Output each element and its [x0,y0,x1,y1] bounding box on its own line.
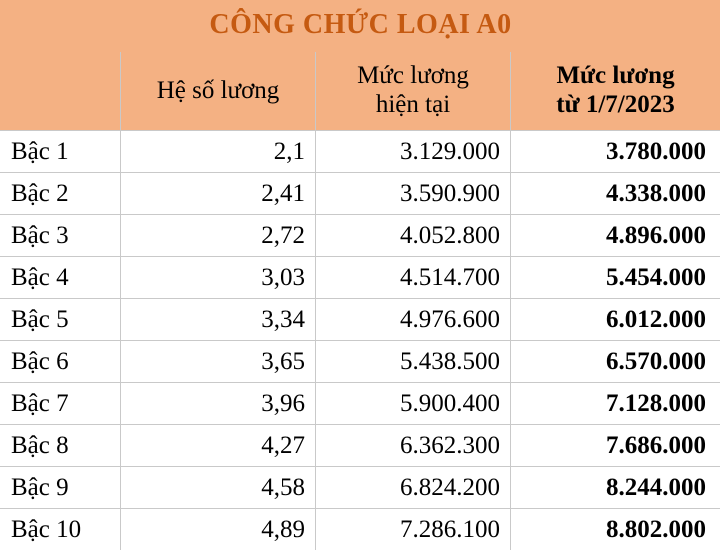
cell-hien-tai: 4.976.600 [316,299,511,341]
table-row [1,173,720,215]
column-header-line-2: từ 1/7/2023 [556,91,675,118]
title-row [1,1,720,52]
cell-he-so: 2,1 [121,131,316,173]
column-header-row [1,52,720,131]
cell-bac: Bậc 9 [1,467,121,509]
cell-he-so: 2,41 [121,173,316,215]
cell-hien-tai: 3.590.900 [316,173,511,215]
cell-tu-2023: 6.570.000 [511,341,720,383]
cell-hien-tai: 6.824.200 [316,467,511,509]
cell-tu-2023: 3.780.000 [511,131,720,173]
cell-bac: Bậc 6 [1,341,121,383]
cell-he-so: 3,34 [121,299,316,341]
table-row [1,257,720,299]
cell-tu-2023: 4.896.000 [511,215,720,257]
cell-bac: Bậc 8 [1,425,121,467]
cell-tu-2023: 8.244.000 [511,467,720,509]
cell-he-so: 3,96 [121,383,316,425]
column-header-he-so-luong: Hệ số lương [121,52,316,131]
table-row [1,425,720,467]
cell-hien-tai: 6.362.300 [316,425,511,467]
cell-bac: Bậc 4 [1,257,121,299]
cell-hien-tai: 3.129.000 [316,131,511,173]
table-row [1,215,720,257]
table-header [1,1,720,131]
column-header-line-1: Mức lương [357,62,469,90]
cell-he-so: 3,03 [121,257,316,299]
cell-bac: Bậc 1 [1,131,121,173]
cell-tu-2023: 8.802.000 [511,509,720,551]
column-header-rank [1,52,121,131]
table-body [1,131,720,551]
cell-tu-2023: 7.128.000 [511,383,720,425]
column-header-line-1: Mức lương [556,62,675,90]
cell-he-so: 4,89 [121,509,316,551]
cell-bac: Bậc 7 [1,383,121,425]
cell-bac: Bậc 3 [1,215,121,257]
column-header-muc-luong-hien-tai [316,52,511,131]
cell-hien-tai: 5.438.500 [316,341,511,383]
cell-bac: Bậc 5 [1,299,121,341]
cell-hien-tai: 4.052.800 [316,215,511,257]
page-title: CÔNG CHỨC LOẠI A0 [1,1,720,52]
cell-he-so: 4,27 [121,425,316,467]
table-row [1,509,720,551]
cell-he-so: 3,65 [121,341,316,383]
column-header-line-2: hiện tại [375,91,451,118]
cell-bac: Bậc 2 [1,173,121,215]
table-row [1,341,720,383]
column-header-muc-luong-tu-2023 [511,52,720,131]
table-row [1,131,720,173]
cell-bac: Bậc 10 [1,509,121,551]
cell-he-so: 4,58 [121,467,316,509]
cell-hien-tai: 5.900.400 [316,383,511,425]
cell-tu-2023: 4.338.000 [511,173,720,215]
cell-hien-tai: 7.286.100 [316,509,511,551]
table-row [1,467,720,509]
cell-hien-tai: 4.514.700 [316,257,511,299]
cell-he-so: 2,72 [121,215,316,257]
table-row [1,299,720,341]
cell-tu-2023: 7.686.000 [511,425,720,467]
cell-tu-2023: 5.454.000 [511,257,720,299]
cell-tu-2023: 6.012.000 [511,299,720,341]
table-row [1,383,720,425]
